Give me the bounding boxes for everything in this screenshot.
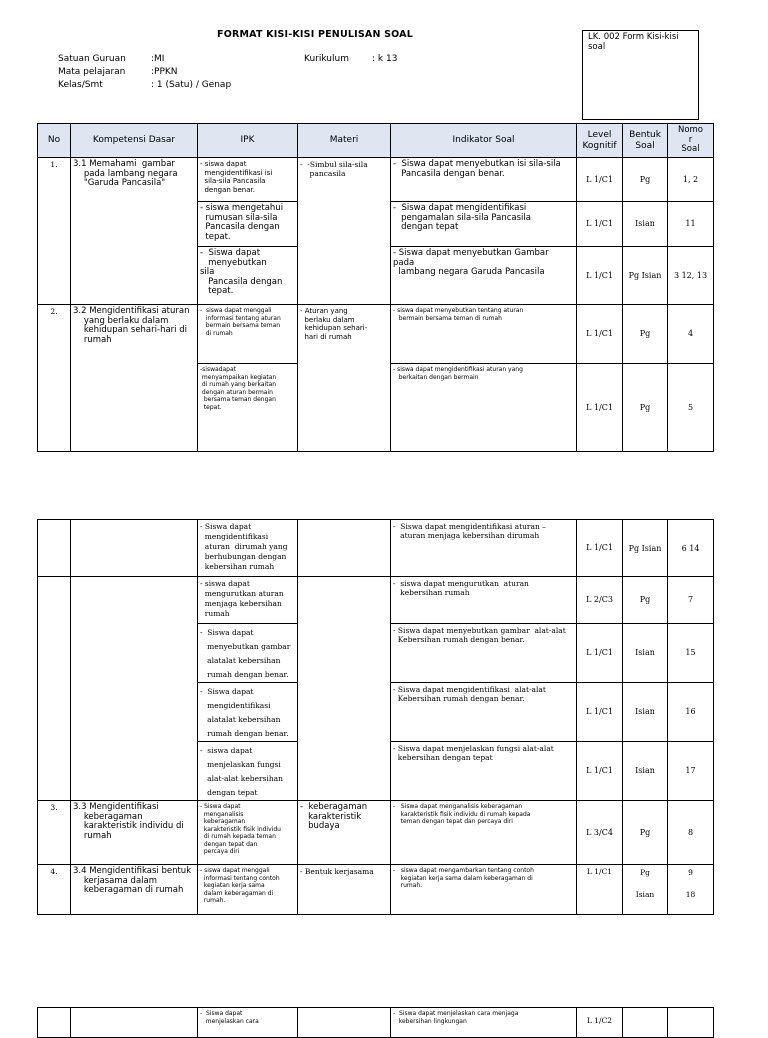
row-bentuk: Pg [623,577,668,624]
row-bentuk: Pg Isian [623,520,668,577]
row-level: L 1/C1 [577,742,623,801]
row-level: L 1/C1 [577,202,623,247]
row-level: L 1/C1 [577,158,623,202]
row-nomor: 6 14 [668,520,714,577]
row-ipk: - Siswa dapat menganalisis keberagaman karakteristik fisik individu di rumah kepada teman dengan tepat dan percaya diri [198,801,298,865]
row-indikator: - Siswa dapat menganalisis keberagaman karakteristik fisik individu di rumah kepada teman dengan tepat dan percaya diri [391,801,577,865]
empty-cell [668,1008,714,1038]
kelas-value: : 1 (Satu) / Genap [151,80,232,90]
row-indikator: - siswa dapat mengidentifikasi aturan yang berkaitan dengan bermain [391,364,577,452]
table-row [38,577,714,624]
empty-cell [71,1008,198,1038]
row-nomor: 7 [668,577,714,624]
table-row [38,865,714,915]
row-nomor: 17 [668,742,714,801]
table-row [38,520,714,577]
row-no: 2. [38,305,71,452]
kisi-table-page2 [37,519,714,915]
row-indikator: - Siswa dapat mengidentifikasi aturan – aturan menjaga kebersihan dirumah [391,520,577,577]
col-header-indikator: Indikator Soal [391,124,577,158]
row-indikator: - siswa dapat mengurutkan aturan kebersihan rumah [391,577,577,624]
table-row [38,801,714,865]
row-indikator: - siswa dapat menyebutkan tentang aturan bermain bersama teman di rumah [391,305,577,364]
row-bentuk: Isian [623,624,668,683]
satuan-label: Satuan Guruan [58,54,126,64]
row-level: L 1/C2 [577,1008,623,1038]
row-nomor: 3 12, 13 [668,247,714,305]
row-materi: - -Simbul sila-sila pancasila [298,158,391,305]
col-header-nomor: Nomo r Soal [668,124,714,158]
row-bentuk: Pg [623,158,668,202]
row-level: L 1/C1 [577,364,623,452]
col-header-no: No [38,124,71,158]
row-ipk: - Siswa dapat mengidentifikasi alatalat kebersihan rumah dengan benar. [198,683,298,742]
row-nomor: 11 [668,202,714,247]
form-code: LK. 002 Form Kisi-kisi soal [588,32,679,52]
table-row [38,158,714,202]
col-header-ipk: IPK [198,124,298,158]
row-nomor: 5 [668,364,714,452]
row-indikator: - siswa dapat mengambarkan tentang contoh kegiatan kerja sama dalam keberagaman di rumah. [391,865,577,915]
table-row [38,305,714,364]
empty-cell [71,520,198,577]
row-indikator: - Siswa dapat menjelaskan cara menjaga kebersihan lingkungan [391,1008,577,1038]
kisi-table-page1 [37,123,714,452]
row-level: L 1/C1 [577,683,623,742]
empty-cell [298,520,391,577]
row-kd: 3.1 Memahami gambar pada lambang negara "Garuda Pancasila" [71,158,198,305]
row-level: L 2/C3 [577,577,623,624]
row-kd: 3.2 Mengidentifikasi aturan yang berlaku dalam kehidupan sehari-hari di rumah [71,305,198,452]
row-ipk: - siswa dapat mengurutkan aturan menjaga kebersihan rumah [198,577,298,624]
page-title: FORMAT KISI-KISI PENULISAN SOAL [217,29,413,40]
row-bentuk: Pg [623,364,668,452]
mapel-label: Mata pelajaran [58,67,126,77]
row-materi: - Aturan yang berlaku dalam kehidupan sehari- hari di rumah [298,305,391,452]
empty-cell [38,577,71,801]
col-header-materi: Materi [298,124,391,158]
row-kd: 3.4 Mengidentifikasi bentuk kerjasama dalam keberagaman di rumah [71,865,198,915]
row-ipk: - siswa dapat menggali informasi tentang contoh kegiatan kerja sama dalam keberagaman di rumah. [198,865,298,915]
empty-cell [623,1008,668,1038]
row-bentuk: Pg Isian [623,247,668,305]
empty-cell [38,1008,71,1038]
row-ipk: - Siswa dapat menjelaskan cara [198,1008,298,1038]
row-materi: - keberagaman karakteristik budaya [298,801,391,865]
table-row [38,1008,714,1038]
row-indikator: - Siswa dapat menjelaskan fungsi alat-alat kebersihan dengan tepat [391,742,577,801]
empty-cell [298,1008,391,1038]
row-nomor: 15 [668,624,714,683]
empty-cell [38,520,71,577]
kurikulum-value: : k 13 [372,54,398,64]
row-ipk: - siswa dapat mengidentifikasi isi sila-sila Pancasila dengan benar. [198,158,298,202]
row-nomor: 16 [668,683,714,742]
row-ipk: -siswadapat menyampaikan kegiatan di rumah yang berkaitan dengan aturan bermain bersama teman dengan tepat. [198,364,298,452]
row-indikator: - Siswa dapat mengidentifikasi pengamalan sila-sila Pancasila dengan tepat [391,202,577,247]
row-no: 4. [38,865,71,915]
row-ipk: - Siswa dapat mengidentifikasi aturan dirumah yang berhubungan dengan kebersihan rumah [198,520,298,577]
kisi-table-page3 [37,1007,714,1038]
table-header-row [38,124,714,158]
row-bentuk: Isian [623,742,668,801]
row-level: L 1/C1 [577,247,623,305]
row-indikator: - Siswa dapat menyebutkan isi sila-sila Pancasila dengan benar. [391,158,577,202]
row-ipk: - siswa dapat menjelaskan fungsi alat-alat kebersihan dengan tepat [198,742,298,801]
col-header-bentuk: Bentuk Soal [623,124,668,158]
kurikulum-label: Kurikulum [304,54,349,64]
row-ipk: - siswa mengetahui rumusan sila-sila Pancasila dengan tepat. [198,202,298,247]
row-nomor: 4 [668,305,714,364]
row-level: L 3/C4 [577,801,623,865]
row-bentuk: Isian [623,202,668,247]
row-level: L 1/C1 [577,624,623,683]
row-ipk: - Siswa dapat menyebutkan gambar alatalat kebersihan rumah dengan benar. [198,624,298,683]
row-no: 3. [38,801,71,865]
row-indikator: - Siswa dapat menyebutkan Gambar pada lambang negara Garuda Pancasila [391,247,577,305]
row-ipk: - Siswa dapat menyebutkan sila Pancasila dengan tepat. [198,247,298,305]
row-bentuk: Pg [623,801,668,865]
row-nomor: 1, 2 [668,158,714,202]
col-header-kd: Kompetensi Dasar [71,124,198,158]
row-nomor: 8 [668,801,714,865]
row-level: L 1/C1 [577,305,623,364]
row-bentuk: Isian [623,683,668,742]
row-bentuk: Pg Isian [623,865,668,915]
row-level: L 1/C1 [577,865,623,915]
mapel-value: :PPKN [151,67,178,77]
satuan-value: :MI [151,54,165,64]
row-level: L 1/C1 [577,520,623,577]
row-materi: - Bentuk kerjasama [298,865,391,915]
row-indikator: - Siswa dapat mengidentifikasi alat-alat Kebersihan rumah dengan benar. [391,683,577,742]
form-code-box [582,30,699,120]
row-ipk: - siswa dapat menggali informasi tentang aturan bermain bersama teman di rumah [198,305,298,364]
kelas-label: Kelas/Smt [58,80,103,90]
row-kd: 3.3 Mengidentifikasi keberagaman karakteristik individu di rumah [71,801,198,865]
empty-cell [298,577,391,801]
row-indikator: - Siswa dapat menyebutkan gambar alat-alat Kebersihan rumah dengan benar. [391,624,577,683]
col-header-level: Level Kognitif [577,124,623,158]
row-bentuk: Pg [623,305,668,364]
row-no: 1. [38,158,71,305]
empty-cell [71,577,198,801]
row-nomor: 9 18 [668,865,714,915]
